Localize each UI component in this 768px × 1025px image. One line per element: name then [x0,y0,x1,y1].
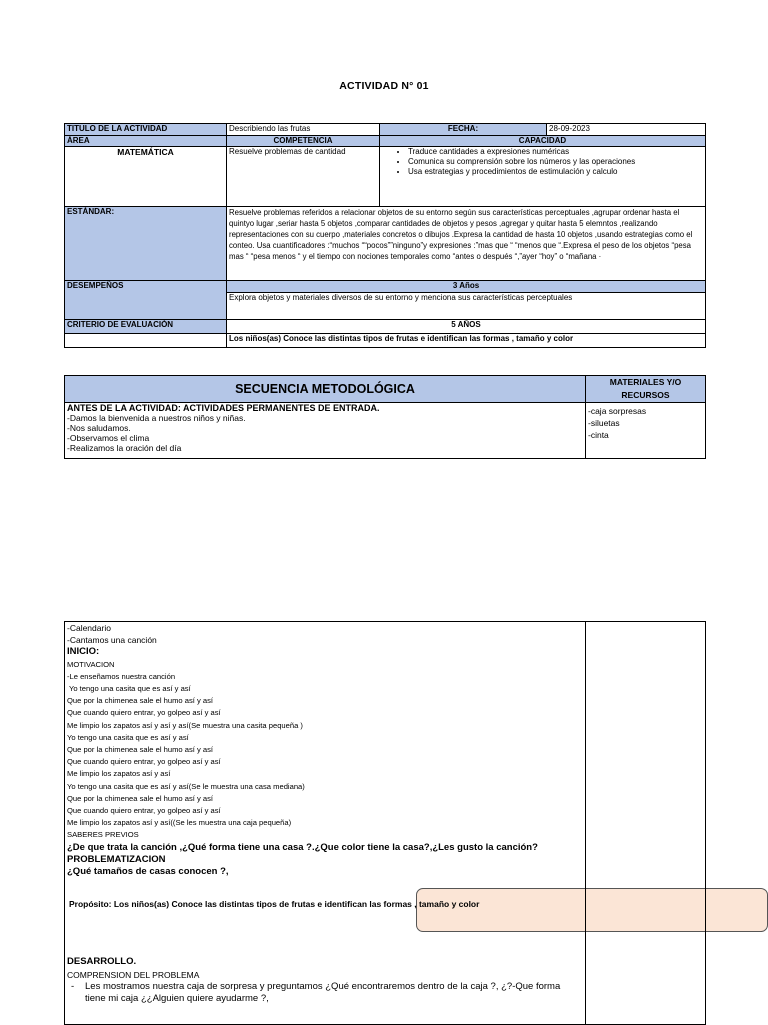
proposito: Propósito: Los niños(as) Conoce las distintas tipos de frutas e identifican las formas , tamaño y color [69,899,480,910]
capacidad-label: CAPACIDAD [380,136,706,147]
desarrollo-item [71,981,583,1005]
materiales-cell [586,403,706,459]
continuation-table [64,621,706,1025]
problem-question: ¿Qué tamaños de casas conocen ?, [67,866,229,878]
line-cancion: -Cantamos una canción [67,635,157,646]
song-line: Yo tengo una casita que es así y así [67,684,191,694]
problematizacion-heading: PROBLEMATIZACION [67,853,166,865]
song-line: Que cuando quiero entrar, yo golpeo así y así [67,708,221,718]
secuencia-table [64,375,706,459]
capacidad-item: • Traduce cantidades a expresiones numéricas [408,147,703,157]
materiales-label: MATERIALES Y/O RECURSOS [586,376,706,403]
criterio-empty [65,334,227,348]
material-item: -siluetas [588,418,620,428]
criterio-value: Los niños(as) Conoce las distintas tipos de frutas e identifican las formas , tamaño y color [227,334,706,348]
titulo-label: TITULO DE LA ACTIVIDAD [65,124,227,136]
activity-info-table [64,123,706,348]
criterio-label: CRITERIO DE EVALUACIÓN [65,320,227,334]
capacidades-cell [380,147,706,207]
song-line: Que cuando quiero entrar, yo golpeo así y así [67,757,221,767]
secuencia-label: SECUENCIA METODOLÓGICA [65,376,586,403]
fecha-label: FECHA: [380,124,547,136]
song-line: Me limpio los zapatos así y así y así(Se muestra una casita pequeña ) [67,720,303,730]
song-line: Yo tengo una casita que es así y así(Se le muestra una casa mediana) [67,781,305,791]
antes-line: -Observamos el clima [67,433,150,443]
materiales-empty-cell [586,622,706,1025]
material-item: -cinta [588,430,609,440]
area-label: ÁREA [65,136,227,147]
capacidad-item: • Usa estrategias y procedimientos de estimulación y calculo [408,167,703,177]
motivacion-heading: MOTIVACION [67,659,115,669]
anios5-label: 5 AÑOS [227,320,706,334]
song-line: Yo tengo una casita que es así y así [67,732,189,742]
saberes-heading: SABERES PREVIOS [67,830,139,840]
anios3-label: 3 Años [227,281,706,293]
estandar-value: Resuelve problemas referidos a relacionar objetos de su entorno según sus características perceptuales ,agrupar ordenar hasta el quintyo lugar ,seriar hasta 5 objetos ,comparar cantidades de objetos y pesos ,agregar y quitar hasta 5 elemntos ,realizando representaciones con su cuerpo ,materiales concretos o dibujos .Expresa la cantidad de hasta 10 objetos ,usando estrategias como el conteo. Usa cuantificadores :“muchos ““pocos””ninguno”y expresiones :”mas que “ “menos que “.Expresa el peso de los objetos “pesa mas “ “pesa menos “ y el tiempo con nociones temporales como “antes o después “,”ayer “hoy” o “mañana · [227,207,706,281]
song-line: Que cuando quiero entrar, yo golpeo así y así [67,806,221,816]
desarrollo-list [67,981,583,1005]
content-cell [65,622,586,1025]
song-line: Que por la chimenea sale el humo así y así [67,696,214,706]
desempeno-value: Explora objetos y materiales diversos de su entorno y menciona sus características perceptuales [227,293,706,320]
desarrollo-item-text: Les mostramos nuestra caja de sorpresa y preguntamos ¿Qué encontraremos dentro de la caja ?, ¿?-Que forma tiene mi caja ¿¿Alguien quiere ayudarme ?, [85,980,561,1004]
fecha-value: 28-09-2023 [547,124,706,136]
antes-line: -Damos la bienvenida a nuestros niños y niñas. [67,413,246,423]
antes-line: -Nos saludamos. [67,423,131,433]
dash-bullet-icon: - [71,980,75,992]
song-line: Que por la chimenea sale el humo así y así [67,793,214,803]
line-calendario: -Calendario [67,623,111,633]
desempenos-label: DESEMPEÑOS [65,281,227,320]
antes-label: ANTES DE LA ACTIVIDAD: ACTIVIDADES PERMANENTES DE ENTRADA. [67,403,380,413]
desarrollo-heading: DESARROLLO. [67,956,137,968]
inicio-heading: INICIO: [67,646,100,658]
material-item: -caja sorpresas [588,406,647,416]
titulo-value: Describiendo las frutas [227,124,380,136]
saberes-questions: ¿De que trata la canción ,¿Qué forma tiene una casa ?.¿Que color tiene la casa?,¿Les gusto la canción? [67,841,538,853]
estandar-label: ESTÁNDAR: [65,207,227,281]
song-line: Que por la chimenea sale el humo así y así [67,745,214,755]
area-value: MATEMÁTICA [65,147,227,207]
capacidad-item: • Comunica su comprensión sobre los números y las operaciones [408,157,703,167]
song-line: Me limpio los zapatos así y así [67,769,171,779]
capacidades-list [382,147,703,177]
competencia-value: Resuelve problemas de cantidad [227,147,380,207]
antes-line: -Realizamos la oración del día [67,443,182,453]
comprension-heading: COMPRENSION DEL PROBLEMA [67,969,200,980]
page-title: ACTIVIDAD N° 01 [339,80,429,92]
song-line: -Le enseñamos nuestra canción [67,671,176,681]
competencia-label: COMPETENCIA [227,136,380,147]
song-line: Me limpio los zapatos así y así((Se les muestra una caja pequeña) [67,818,292,828]
antes-cell [65,403,586,459]
